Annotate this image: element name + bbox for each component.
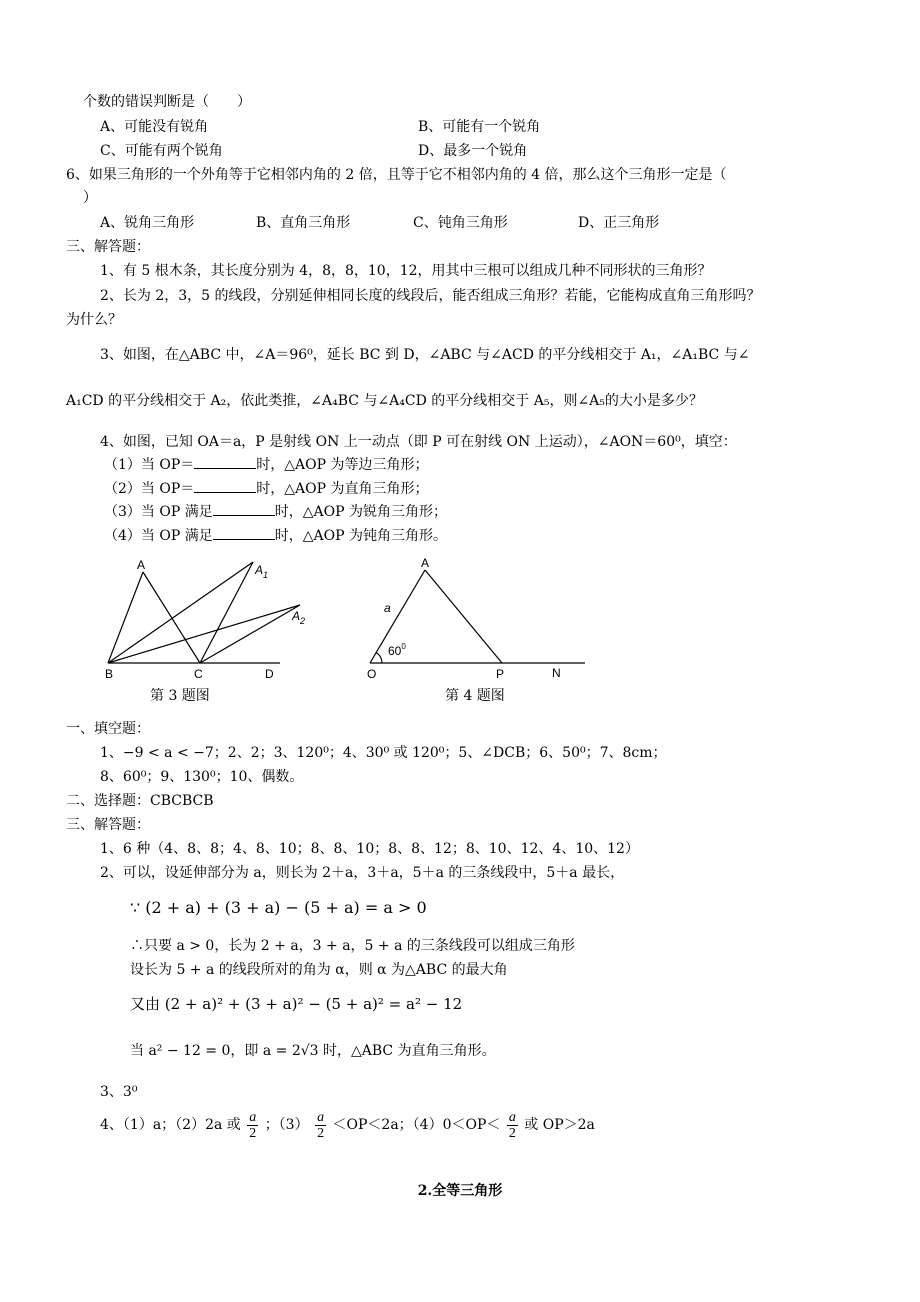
answers-choice: 二、选择题：CBCBCB xyxy=(66,793,214,809)
section3-header: 三、解答题： xyxy=(66,239,150,255)
answer-2-line2: ∴只要 a > 0，长为 2 + a，3 + a，5 + a 的三条线段可以组成三角形 xyxy=(130,938,575,954)
problem-3-line2: A₁CD 的平分线相交于 A₂，依此类推，∠A₄BC 与∠A₄CD 的平分线相交于 A₅，则∠A₅的大小是多少？ xyxy=(66,393,703,409)
fraction-a-over-2: $\frac{a}{2}$ xyxy=(508,1109,516,1141)
problem-4-item-2: （2）当 OP＝ 时，△AOP 为直角三角形； xyxy=(104,481,429,497)
answer-2-equation2: 又由 (2 + a)² + (3 + a)² − (5 + a)² = a² − 12 xyxy=(130,995,463,1013)
answer-blank[interactable] xyxy=(194,456,256,469)
problem-4-item-3: （3）当 OP 满足 时，△AOP 为锐角三角形； xyxy=(104,504,447,520)
answers-fill-line1: 1、−9 < a < −7；2、2；3、120⁰；4、30⁰ 或 120⁰；5、∠DCB；6、50⁰；7、8cm； xyxy=(100,745,667,761)
label-o: O xyxy=(367,667,377,681)
line-ba xyxy=(108,572,143,663)
answer-2-line3: 设长为 5 + a 的线段所对的角为 α，则 α 为△ABC 的最大角 xyxy=(130,962,508,978)
label-d: D xyxy=(265,667,274,681)
label-a2: $A_2$ xyxy=(292,609,306,626)
label-p: P xyxy=(496,667,505,681)
label-a: A xyxy=(421,556,430,570)
label-n: N xyxy=(552,666,561,680)
line-ba1 xyxy=(108,562,253,663)
figure-3 xyxy=(95,548,325,683)
answer-3: 3、3⁰ xyxy=(100,1084,138,1100)
q5-option-c: C、可能有两个锐角 xyxy=(100,143,223,159)
answer-blank[interactable] xyxy=(213,503,275,516)
answer-blank[interactable] xyxy=(213,527,275,540)
answer-2-equation3: 当 a² − 12 = 0，即 a = 2√3 时，△ABC 为直角三角形。 xyxy=(130,1043,496,1059)
segment-ap xyxy=(425,570,502,663)
answers-section1-header: 一、填空题： xyxy=(66,721,150,737)
q6-stem-close: ） xyxy=(83,190,97,206)
angle-arc xyxy=(376,653,382,664)
q5-option-b: B、可能有一个锐角 xyxy=(418,119,541,135)
label-side-a: a xyxy=(384,601,391,615)
answer-2-line1: 2、可以，设延伸部分为 a，则长为 2＋a，3＋a，5＋a 的三条线段中，5＋a 最长， xyxy=(100,865,625,881)
figure-3-caption: 第 3 题图 xyxy=(150,688,210,704)
q5-stem-tail: 个数的错误判断是（ ） xyxy=(83,94,251,110)
figure-4-caption: 第 4 题图 xyxy=(445,688,505,704)
problem-2-line2: 为什么？ xyxy=(66,312,122,328)
problem-1: 1、有 5 根木条，其长度分别为 4，8，8，10，12，用其中三根可以组成几种不同形状的三角形？ xyxy=(100,263,712,279)
label-a: A xyxy=(137,558,146,572)
problem-4-intro: 4、如图，已知 OA＝a，P 是射线 ON 上一动点（即 P 可在射线 ON 上运动），∠AON＝60⁰，填空： xyxy=(100,434,737,450)
problem-4-item-4: （4）当 OP 满足 时，△AOP 为钝角三角形。 xyxy=(104,528,447,544)
q6-option-a: A、锐角三角形 xyxy=(100,215,195,231)
problem-2-line1: 2、长为 2，3，5 的线段，分别延伸相同长度的线段后，能否组成三角形？若能，它能构成直角三角形吗？ xyxy=(100,288,761,304)
q6-option-c: C、钝角三角形 xyxy=(413,215,508,231)
label-c: C xyxy=(194,667,203,681)
answer-blank[interactable] xyxy=(194,480,256,493)
q5-option-a: A、可能没有锐角 xyxy=(100,119,209,135)
label-angle: $60^0$ xyxy=(388,642,406,658)
q5-option-d: D、最多一个锐角 xyxy=(418,143,528,159)
answers-section3-header: 三、解答题： xyxy=(66,817,150,833)
answers-fill-line2: 8、60⁰；9、130⁰；10、偶数。 xyxy=(100,769,304,785)
q6-stem: 6、如果三角形的一个外角等于它相邻内角的 2 倍，且等于它不相邻内角的 4 倍，那么这个三角形一定是（ xyxy=(66,167,727,183)
next-section-title: 2.全等三角形 xyxy=(417,1183,503,1199)
answer-1: 1、6 种（4、8、8；4、8、10；8、8、10；8、8、12；8、10、12、4、10、12） xyxy=(100,841,639,857)
problem-3-line1: 3、如图，在△ABC 中，∠A＝96⁰，延长 BC 到 D，∠ABC 与∠ACD 的平分线相交于 A₁，∠A₁BC 与∠ xyxy=(100,347,750,363)
fraction-a-over-2: $\frac{a}{2}$ xyxy=(249,1109,257,1141)
q6-option-d: D、正三角形 xyxy=(578,215,660,231)
figure-4 xyxy=(360,548,590,683)
problem-4-item-1: （1）当 OP＝ 时，△AOP 为等边三角形； xyxy=(104,457,429,473)
answer-2-equation1: ∵ (2 + a) + (3 + a) − (5 + a) = a > 0 xyxy=(130,898,427,917)
label-a1: $A_1$ xyxy=(255,563,269,580)
fraction-a-over-2: $\frac{a}{2}$ xyxy=(317,1109,325,1141)
label-b: B xyxy=(105,667,114,681)
q6-option-b: B、直角三角形 xyxy=(256,215,351,231)
answer-4: 4、（1）a；（2）2a 或 $\frac{a}{2}$ ；（3） $\frac{a}{2}$ ＜OP＜2a；（4）0＜OP＜ $\frac{a}{2}$ 或 OP＞2a xyxy=(100,1109,595,1141)
